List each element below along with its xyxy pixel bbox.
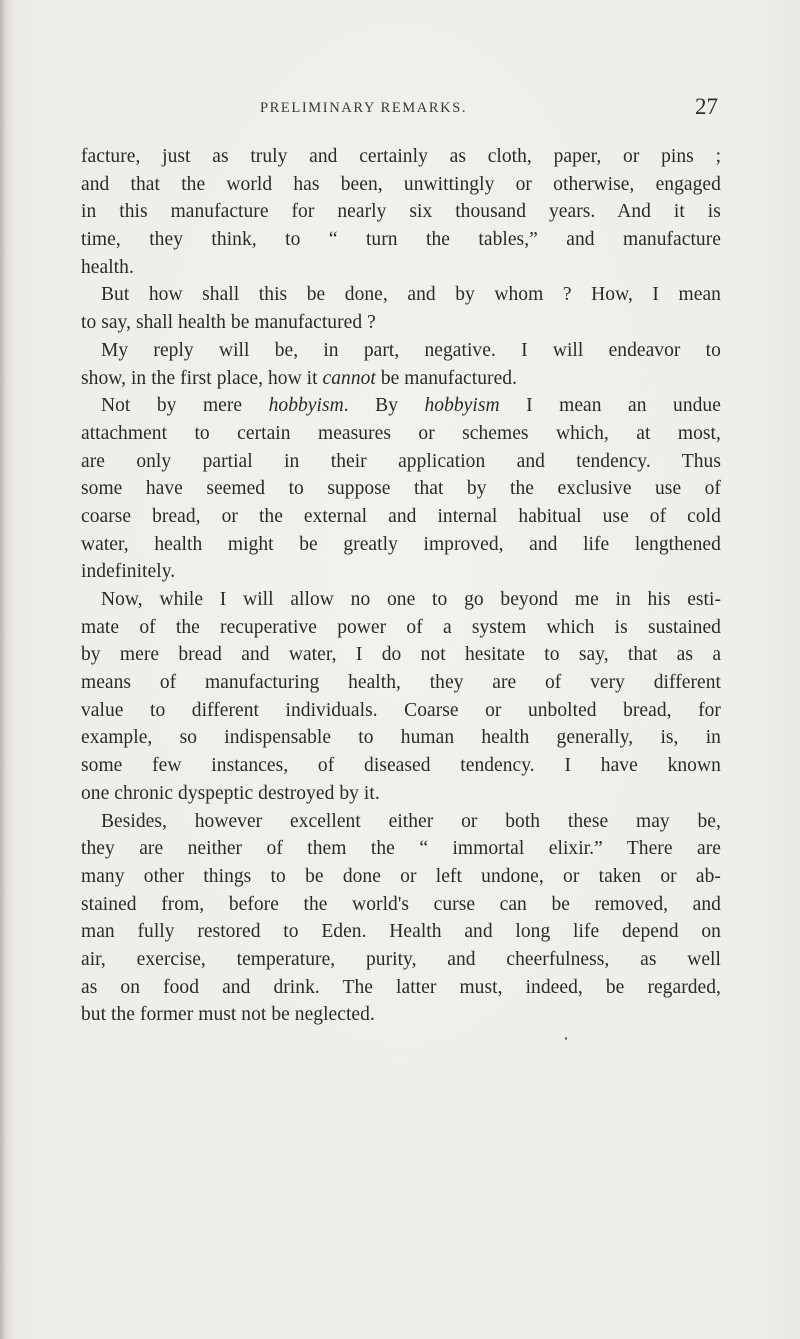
body-text (81, 143, 721, 1029)
text-line: water, health might be greatly improved, and life lengthened (81, 533, 721, 555)
text-line: Besides, however excellent either or both these may be, (101, 810, 721, 832)
text-line: are only partial in their application and tendency. Thus (81, 450, 721, 472)
gutter-shadow (0, 0, 6, 1339)
text-line: one chronic dyspeptic destroyed by it. (81, 782, 380, 804)
text-line: in this manufacture for nearly six thousand years. And it is (81, 201, 721, 223)
page-number: 27 (695, 94, 718, 119)
text-line: Not by mere hobbyism. By hobbyism I mean an undue (101, 395, 721, 417)
text-line: health. (81, 256, 134, 278)
running-head-title: PRELIMINARY REMARKS. (260, 100, 468, 116)
text-line: they are neither of them the “ immortal elixir.” There are (81, 838, 721, 860)
text-line: as on food and drink. The latter must, indeed, be regarded, (81, 976, 721, 998)
text-line: But how shall this be done, and by whom ? How, I mean (101, 284, 721, 306)
text-line: to say, shall health be manufactured ? (81, 312, 376, 334)
text-line: value to different individuals. Coarse or unbolted bread, for (81, 699, 721, 721)
text-line: show, in the first place, how it cannot be manufactured. (81, 367, 517, 389)
text-line: and that the world has been, unwittingly or otherwise, engaged (81, 173, 721, 195)
text-line: Now, while I will allow no one to go beyond me in his esti- (101, 589, 722, 610)
text-line: but the former must not be neglected. (81, 1004, 375, 1026)
text-line: many other things to be done or left undone, or taken or ab- (81, 865, 721, 887)
text-line: time, they think, to “ turn the tables,” and manufacture (81, 229, 721, 251)
text-line: indefinitely. (81, 561, 176, 583)
text-line: coarse bread, or the external and internal habitual use of cold (81, 505, 721, 527)
text-line: means of manufacturing health, they are of very different (81, 672, 721, 694)
ink-speck (565, 1037, 567, 1040)
text-line: mate of the recuperative power of a system which is sustained (81, 616, 721, 638)
text-line: by mere bread and water, I do not hesitate to say, that as a (81, 644, 722, 666)
text-line: some few instances, of diseased tendency. I have known (81, 755, 721, 777)
text-line: example, so indispensable to human health generally, is, in (81, 727, 721, 749)
text-line: stained from, before the world's curse can be removed, and (81, 893, 721, 915)
text-line: air, exercise, temperature, purity, and cheerfulness, as well (81, 948, 721, 970)
text-line: facture, just as truly and certainly as cloth, paper, or pins ; (81, 146, 722, 167)
text-line: attachment to certain measures or schemes which, at most, (81, 422, 721, 444)
running-head (0, 94, 800, 130)
text-line: My reply will be, in part, negative. I will endeavor to (101, 339, 721, 361)
text-line: some have seemed to suppose that by the exclusive use of (81, 478, 721, 500)
text-line: man fully restored to Eden. Health and long life depend on (81, 921, 721, 943)
